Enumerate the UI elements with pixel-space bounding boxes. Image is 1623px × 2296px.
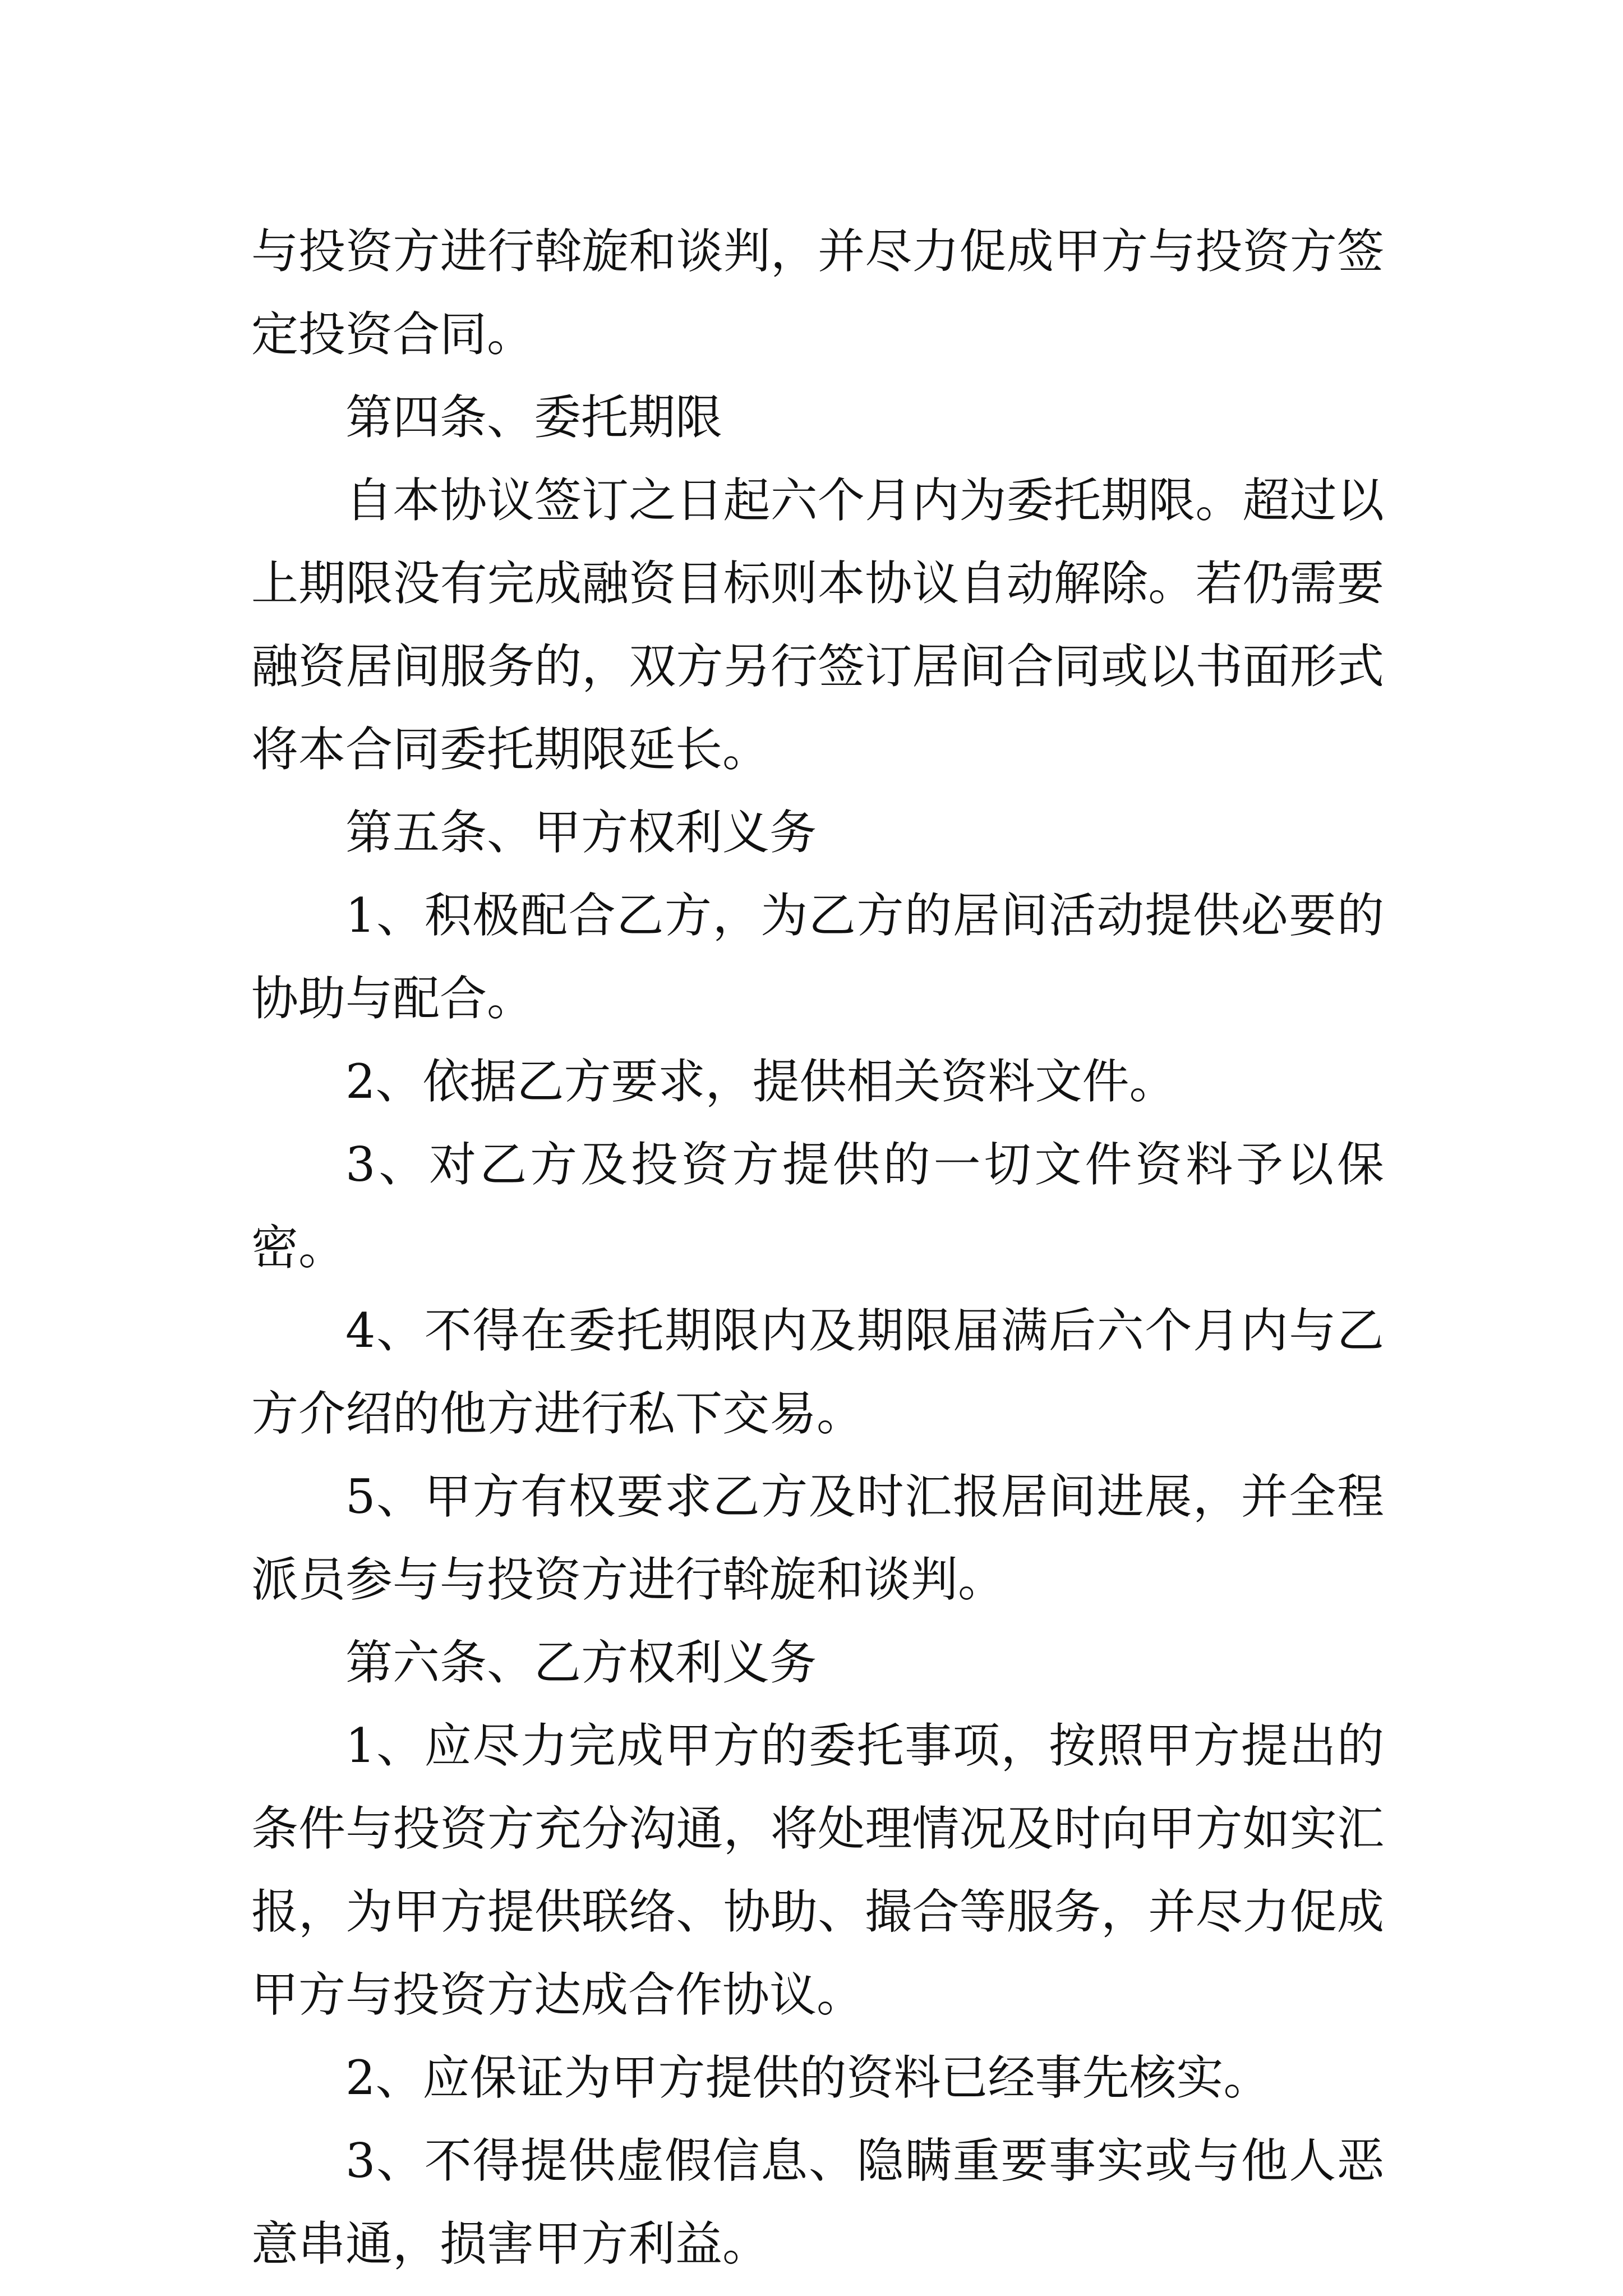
article-5-item-2: 2、依据乙方要求，提供相关资料文件。: [345, 1054, 1177, 1109]
article-4-paragraph: 自本协议签订之日起六个月内为委托期限。超过以上期限没有完成融资目标则本协议自动解除。若仍需要融资居间服务的，双方另行签订居间合同或以书面形式将本合同委托期限延长。: [251, 473, 1384, 777]
paragraph-continuation: 与投资方进行斡旋和谈判，并尽力促成甲方与投资方签定投资合同。: [251, 224, 1384, 362]
article-4-heading: 第四条、委托期限: [345, 390, 723, 445]
document-body: [251, 210, 1384, 2285]
article-6-heading: 第六条、乙方权利义务: [345, 1635, 817, 1690]
article-6-item-3: 3、不得提供虚假信息、隐瞒重要事实或与他人恶意串通，损害甲方利益。: [251, 2133, 1384, 2271]
article-5-item-1: 1、积极配合乙方，为乙方的居间活动提供必要的协助与配合。: [251, 888, 1384, 1026]
article-5-heading: 第五条、甲方权利义务: [345, 805, 817, 860]
article-5-item-4: 4、不得在委托期限内及期限届满后六个月内与乙方介绍的他方进行私下交易。: [251, 1303, 1384, 1441]
article-5-item-5: 5、甲方有权要求乙方及时汇报居间进展，并全程派员参与与投资方进行斡旋和谈判。: [251, 1469, 1384, 1607]
article-5-item-3: 3、对乙方及投资方提供的一切文件资料予以保密。: [251, 1137, 1384, 1275]
article-6-item-1: 1、应尽力完成甲方的委托事项，按照甲方提出的条件与投资方充分沟通，将处理情况及时向甲方如实汇报，为甲方提供联络、协助、撮合等服务，并尽力促成甲方与投资方达成合作协议。: [251, 1718, 1384, 2022]
article-6-item-2: 2、应保证为甲方提供的资料已经事先核实。: [345, 2050, 1271, 2105]
